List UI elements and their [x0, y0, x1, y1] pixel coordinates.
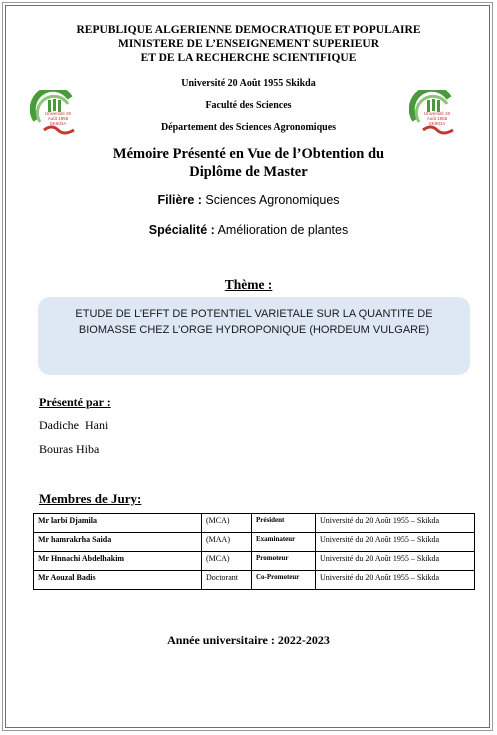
jury-role: Promoteur [252, 552, 316, 571]
jury-university: Université du 20 Août 1955 – Skikda [316, 552, 475, 571]
jury-grade: (MCA) [202, 552, 252, 571]
header-research: ET DE LA RECHERCHE SCIENTIFIQUE [140, 52, 357, 64]
jury-label: Membres de Jury: [39, 491, 142, 506]
specialite-label: Spécialité : [148, 223, 215, 237]
jury-name: Mr Aouzal Badis [34, 571, 202, 590]
logo-text-line2: SKIKDA [49, 121, 67, 126]
header-republic: REPUBLIQUE ALGERIENNE DEMOCRATIQUE ET POPULAIRE [76, 24, 421, 36]
jury-grade: (MCA) [202, 514, 252, 533]
jury-university: Université du 20 Août 1955 – Skikda [316, 514, 475, 533]
filiere-label: Filière : [157, 193, 202, 207]
jury-grade: Doctorant [202, 571, 252, 590]
jury-university: Université du 20 Août 1955 – Skikda [316, 571, 475, 590]
department-name: Département des Sciences Agronomiques [160, 122, 337, 133]
faculty-name: Faculté des Sciences [205, 100, 292, 111]
jury-name: Mr hamrakrha Saida [34, 533, 202, 552]
university-logo-right [409, 90, 461, 136]
presented-by-label: Présenté par : [39, 395, 111, 409]
memoire-line2: Diplôme de Master [189, 164, 308, 180]
specialite-value: Amélioration de plantes [217, 223, 349, 237]
logo-text-line2: SKIKDA [428, 121, 446, 126]
logo-text-line1: Université 20 Août 1955 [423, 111, 451, 121]
jury-grade: (MAA) [202, 533, 252, 552]
university-logo-left [30, 90, 82, 136]
theme-text: ETUDE DE L’EFFT DE POTENTIEL VARIETALE SUR LA QUANTITE DE BIOMASSE CHEZ L’ORGE HYDROPONIQUE (HORDEUM VULGARE) [75, 308, 433, 336]
academic-year: Année universitaire : 2022-2023 [167, 633, 330, 647]
university-name: Université 20 Août 1955 Skikda [181, 78, 316, 89]
jury-role: Examinateur [252, 533, 316, 552]
jury-name: Mr larbi Djamila [34, 514, 202, 533]
jury-name: Mr Hnnachi Abdelhakim [34, 552, 202, 571]
student-name-2: Bouras Hiba [39, 442, 100, 456]
jury-university: Université du 20 Août 1955 – Skikda [316, 533, 475, 552]
jury-role: Co-Promoteur [252, 571, 316, 590]
jury-table [33, 513, 475, 590]
table-row [34, 571, 475, 590]
table-row [34, 514, 475, 533]
table-row [34, 552, 475, 571]
table-row [34, 533, 475, 552]
jury-role: Président [252, 514, 316, 533]
theme-label: Thème : [224, 277, 273, 292]
header-ministry: MINISTERE DE L’ENSEIGNEMENT SUPERIEUR [117, 38, 380, 50]
filiere-value: Sciences Agronomiques [205, 193, 340, 207]
memoire-line1: Mémoire Présenté en Vue de l’Obtention du [112, 146, 385, 162]
filiere [0, 193, 497, 207]
specialite [0, 223, 497, 237]
logo-text-line1: Université 20 Août 1955 [44, 111, 72, 121]
student-name-1: Dadiche Hani [39, 418, 109, 432]
